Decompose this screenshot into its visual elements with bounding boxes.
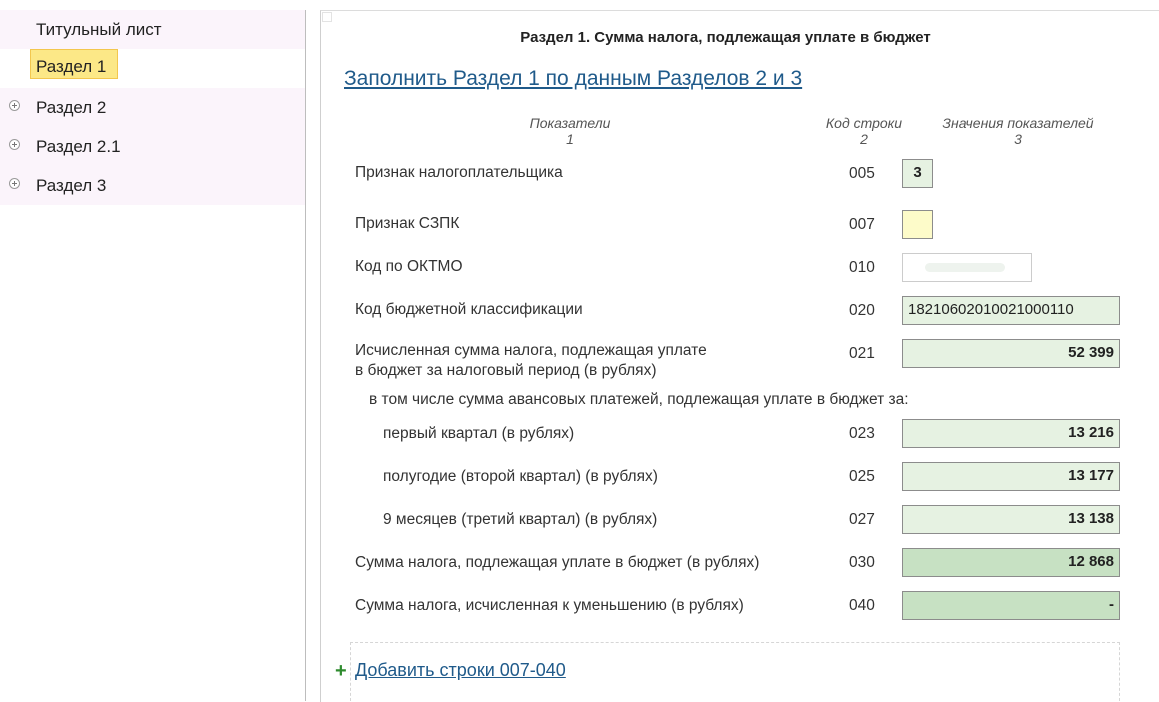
row-code-010: 010 xyxy=(849,259,875,276)
column-header-number: 2 xyxy=(860,131,868,147)
column-header-values xyxy=(928,115,1108,147)
row-label-023: первый квартал (в рублях) xyxy=(383,425,575,442)
row-label-040: Сумма налога, исчисленная к уменьшению (в рублях) xyxy=(355,597,744,614)
expand-plus-icon[interactable] xyxy=(9,178,20,189)
section-tree xyxy=(0,10,306,701)
half-year-advance-field[interactable]: 13 177 xyxy=(902,462,1120,491)
row-code-040: 040 xyxy=(849,597,875,614)
tree-item-section-1[interactable] xyxy=(0,49,305,88)
tree-item-label: Раздел 2 xyxy=(36,98,107,117)
row-label-020: Код бюджетной классификации xyxy=(355,301,583,318)
row-code-021: 021 xyxy=(849,345,875,362)
column-header-number: 3 xyxy=(1014,131,1022,147)
q1-advance-field[interactable]: 13 216 xyxy=(902,419,1120,448)
column-header-indicators xyxy=(490,115,650,147)
row-code-007: 007 xyxy=(849,216,875,233)
tree-item-section-3[interactable] xyxy=(0,166,305,205)
column-header-label: Значения показателей xyxy=(942,115,1094,131)
tree-item-label: Титульный лист xyxy=(36,20,162,39)
nine-months-advance-field[interactable]: 13 138 xyxy=(902,505,1120,534)
expand-plus-icon[interactable] xyxy=(9,100,20,111)
row-label-030: Сумма налога, подлежащая уплате в бюджет (в рублях) xyxy=(355,554,760,571)
row-code-023: 023 xyxy=(849,425,875,442)
kbk-field[interactable]: 18210602010021000110 xyxy=(902,296,1120,325)
add-rows-link[interactable]: Добавить строки 007-040 xyxy=(355,660,566,680)
tree-item-label-selected: Раздел 1 xyxy=(30,49,118,79)
row-code-005: 005 xyxy=(849,165,875,182)
column-header-label: Показатели xyxy=(529,115,611,131)
row-code-030: 030 xyxy=(849,554,875,571)
add-plus-icon[interactable]: + xyxy=(335,660,347,682)
panel-corner-marker xyxy=(322,12,332,22)
tree-item-section-2[interactable] xyxy=(0,88,305,127)
calculated-tax-field[interactable]: 52 399 xyxy=(902,339,1120,368)
column-header-number: 1 xyxy=(566,131,574,147)
row-code-025: 025 xyxy=(849,468,875,485)
row-label-025: полугодие (второй квартал) (в рублях) xyxy=(383,468,658,485)
tree-item-section-2-1[interactable] xyxy=(0,127,305,166)
row-label-021-line1: Исчисленная сумма налога, подлежащая уплате xyxy=(355,342,707,359)
szpk-sign-field[interactable] xyxy=(902,210,933,239)
row-label-010: Код по ОКТМО xyxy=(355,258,463,275)
advance-payments-note: в том числе сумма авансовых платежей, подлежащая уплате в бюджет за: xyxy=(369,391,909,408)
column-header-line-code xyxy=(814,115,914,147)
row-code-027: 027 xyxy=(849,511,875,528)
row-label-021-line2: в бюджет за налоговый период (в рублях) xyxy=(355,362,657,379)
row-code-020: 020 xyxy=(849,302,875,319)
row-label-005: Признак налогоплательщика xyxy=(355,164,563,181)
redacted-value xyxy=(925,263,1005,272)
fill-section-link[interactable]: Заполнить Раздел 1 по данным Разделов 2 и 3 xyxy=(344,67,803,90)
tree-item-title-page[interactable] xyxy=(0,10,305,49)
row-label-027: 9 месяцев (третий квартал) (в рублях) xyxy=(383,511,658,528)
tree-item-label: Раздел 3 xyxy=(36,176,107,195)
expand-plus-icon[interactable] xyxy=(9,139,20,150)
tree-item-label: Раздел 2.1 xyxy=(36,137,121,156)
page-title: Раздел 1. Сумма налога, подлежащая уплате в бюджет xyxy=(520,29,931,46)
column-header-label: Код строки xyxy=(825,115,903,131)
oktmo-field[interactable] xyxy=(902,253,1032,282)
tax-reduction-field[interactable]: - xyxy=(902,591,1120,620)
row-label-007: Признак СЗПК xyxy=(355,215,460,232)
tax-payable-field[interactable]: 12 868 xyxy=(902,548,1120,577)
taxpayer-sign-field[interactable]: 3 xyxy=(902,159,933,188)
